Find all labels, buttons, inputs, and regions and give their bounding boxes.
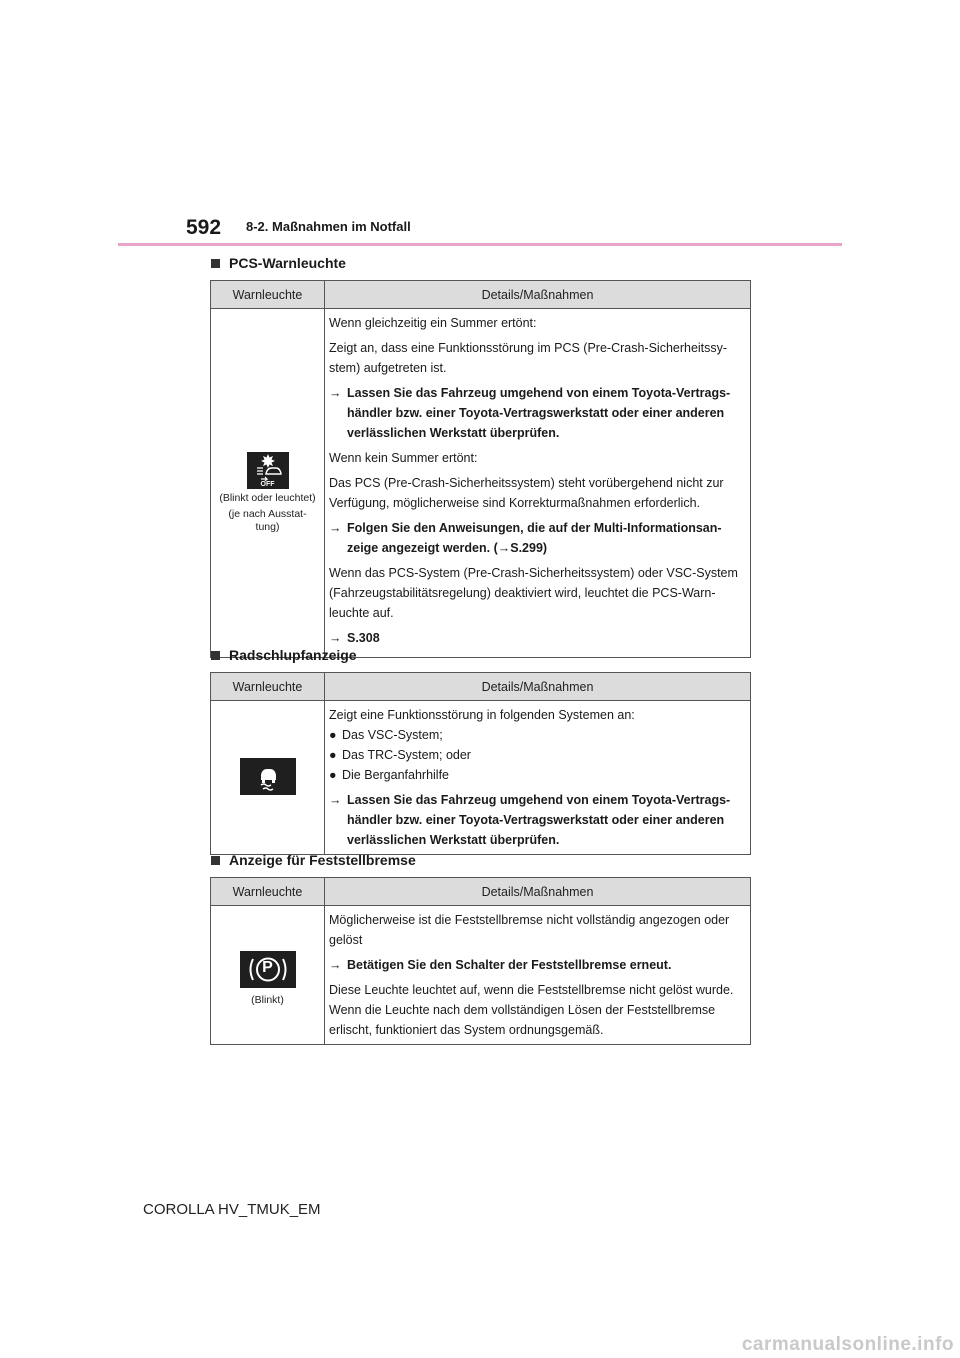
slip-indicator-table [210,672,751,855]
column-header-details: Details/Maßnahmen [325,878,751,906]
details-text: Zeigt an, dass eine Funktionsstörung im PCS (Pre-Crash-Sicherheitssy- stem) aufgetreten ist. [329,341,728,375]
details-text: Das PCS (Pre-Crash-Sicherheitssystem) steht vorübergehend nicht zur Verfügung, möglicherweise sind Korrekturmaßnahmen erforderlich. [329,476,724,510]
action-text: Lassen Sie das Fahrzeug umgehend von einem Toyota-Vertrags- händler bzw. einer Toyota-Vertragswerkstatt oder einer anderen verlässlichen Werkstatt überprüfen. [347,793,731,847]
action-item [329,955,744,975]
column-header-details: Details/Maßnahmen [325,281,751,309]
action-item [329,790,744,850]
details-text: Wenn das PCS-System (Pre-Crash-Sicherheitssystem) oder VSC-System (Fahrzeugstabilitätsregelung) deaktiviert wird, leuchtet die PCS-Warn- leuchte auf. [329,566,738,620]
icon-cell [211,701,325,855]
pcs-off-icon [247,452,289,489]
list-item [329,745,744,765]
details-text: Diese Leuchte leuchtet auf, wenn die Feststellbremse nicht gelöst wurde. Wenn die Leuchte nach dem vollständigen Lösen der Feststellbremse erlischt, funktioniert das System ordnungsgemäß. [329,983,734,1037]
section-title-parking-brake [211,852,416,868]
icon-cell [211,906,325,1045]
details-text: Wenn kein Summer ertönt: [329,451,478,465]
arrow-icon: → [329,631,342,645]
section-square-icon [211,259,220,268]
list-item [329,765,744,785]
details-text: Möglicherweise ist die Feststellbremse nicht vollständig angezogen oder gelöst [329,913,730,947]
section-square-icon [211,651,220,660]
slip-indicator-icon [240,758,296,795]
parking-brake-icon [240,951,296,988]
list-item-text: Die Berganfahrhilfe [342,768,450,782]
arrow-icon: → [329,793,342,807]
parking-brake-table [210,877,751,1045]
parking-brake-letter: P [262,959,273,976]
column-header-details: Details/Maßnahmen [325,673,751,701]
column-header-light: Warnleuchte [211,878,325,906]
chapter-title: 8-2. Maßnahmen im Notfall [246,219,411,234]
icon-caption-equipment: (je nach Ausstat- tung) [228,508,307,533]
bullet-icon: ● [329,748,337,762]
bullet-icon: ● [329,728,337,742]
action-text: Folgen Sie den Anweisungen, die auf der Multi-Informationsan- zeige angezeigt werden. (→S.299) [347,521,722,555]
arrow-icon: → [329,521,342,535]
list-item-text: Das VSC-System; [342,728,443,742]
page-reference: S.308 [347,631,380,645]
details-cell [325,906,751,1045]
icon-caption-blink: (Blinkt) [251,994,284,1006]
action-item [329,383,744,443]
icon-caption-blink: (Blinkt oder leuchtet) [219,492,316,504]
section-square-icon [211,856,220,865]
list-item-text: Das TRC-System; oder [342,748,471,762]
action-text: Lassen Sie das Fahrzeug umgehend von einem Toyota-Vertrags- händler bzw. einer Toyota-Vertragswerkstatt oder einer anderen verlässlichen Werkstatt überprüfen. [347,386,731,440]
section-title-text: Anzeige für Feststellbremse [229,852,416,868]
action-item [329,518,744,558]
list-item [329,725,744,745]
action-item [329,628,744,648]
footer-model-code: COROLLA HV_TMUK_EM [143,1201,321,1218]
watermark: carmanualsonline.info [741,1334,954,1355]
details-text: Wenn gleichzeitig ein Summer ertönt: [329,316,537,330]
arrow-icon: → [329,958,342,972]
action-text: Betätigen Sie den Schalter der Feststellbremse erneut. [347,958,672,972]
header-divider [118,243,842,246]
details-text: Zeigt eine Funktionsstörung in folgenden Systemen an: [329,708,635,722]
section-title-pcs [211,255,346,271]
bullet-icon: ● [329,768,337,782]
section-title-text: PCS-Warnleuchte [229,255,346,271]
pcs-warning-table [210,280,751,658]
page-number: 592 [186,216,222,239]
arrow-icon: → [329,386,342,400]
section-title-text: Radschlupfanzeige [229,647,357,663]
section-title-slip [211,647,357,663]
pcs-off-label: OFF [260,481,275,488]
details-cell [325,701,751,855]
column-header-light: Warnleuchte [211,673,325,701]
icon-cell [211,309,325,658]
details-cell [325,309,751,658]
column-header-light: Warnleuchte [211,281,325,309]
